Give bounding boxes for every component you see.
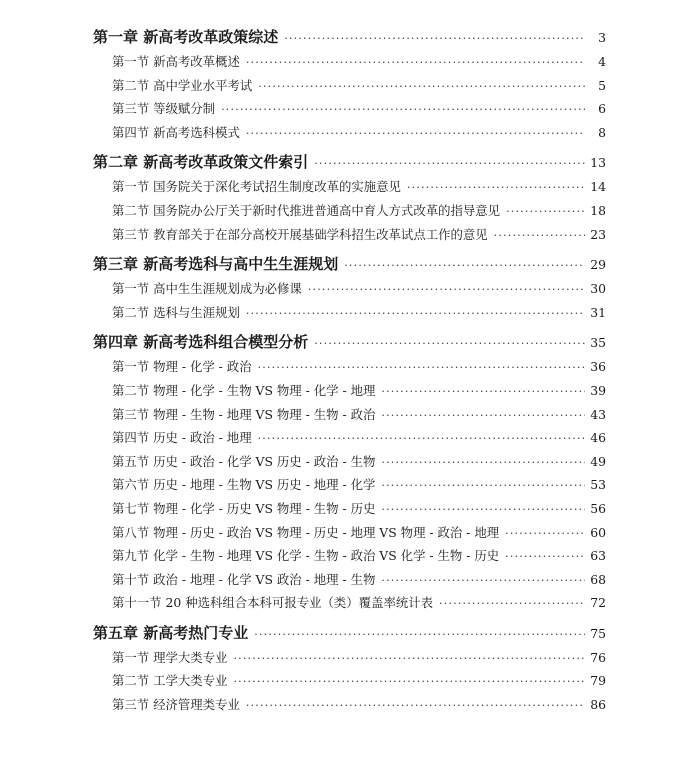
section-title: 第九节 化学 - 生物 - 地理 VS 化学 - 生物 - 政治 VS 化学 - 生物 - 历史 <box>112 548 500 564</box>
toc-section[interactable] <box>93 568 606 592</box>
section-page-number: 79 <box>590 673 606 689</box>
section-title: 第一节 国务院关于深化考试招生制度改革的实施意见 <box>112 179 401 195</box>
dot-leader <box>258 356 585 380</box>
section-title: 第一节 物理 - 化学 - 政治 <box>112 359 252 375</box>
chapter-title: 第一章 新高考改革政策综述 <box>93 28 279 46</box>
dot-leader <box>439 592 585 616</box>
toc-section[interactable] <box>93 646 606 670</box>
section-title: 第二节 物理 - 化学 - 生物 VS 物理 - 化学 - 地理 <box>112 382 376 398</box>
section-title: 第一节 高中生生涯规划成为必修课 <box>112 281 302 297</box>
dot-leader <box>314 331 585 357</box>
dot-leader <box>407 176 585 200</box>
dot-leader <box>381 380 585 404</box>
dot-leader <box>505 545 585 569</box>
toc-section[interactable] <box>93 223 606 247</box>
section-title: 第一节 新高考改革概述 <box>112 54 240 69</box>
dot-leader <box>381 404 585 428</box>
toc-section[interactable] <box>93 175 606 199</box>
toc-section[interactable] <box>93 693 606 717</box>
section-title: 第三节 等级赋分制 <box>112 101 216 117</box>
section-page-number: 60 <box>590 524 606 540</box>
toc-section[interactable] <box>93 355 606 379</box>
chapter-title: 第二章 新高考改革政策文件索引 <box>93 153 309 172</box>
toc-section[interactable] <box>93 591 606 615</box>
section-title: 第三节 物理 - 生物 - 地理 VS 物理 - 生物 - 政治 <box>112 406 376 422</box>
section-page-number: 86 <box>590 697 606 713</box>
dot-leader <box>506 200 585 224</box>
toc-section[interactable] <box>93 121 606 145</box>
section-title: 第二节 国务院办公厅关于新时代推进普通高中育人方式改革的指导意见 <box>112 202 501 218</box>
chapter-title: 第五章 新高考热门专业 <box>93 623 249 642</box>
dot-leader <box>381 474 585 498</box>
section-page-number: 43 <box>590 406 606 422</box>
section-title: 第三节 教育部关于在部分高校开展基础学科招生改革试点工作的意见 <box>112 226 488 242</box>
table-of-contents <box>93 24 606 717</box>
section-page-number: 72 <box>590 595 606 611</box>
dot-leader <box>246 51 585 75</box>
dot-leader <box>308 278 585 302</box>
section-title: 第四节 新高考选科模式 <box>112 124 240 140</box>
chapter-page-number: 3 <box>598 30 606 45</box>
toc-section[interactable] <box>93 199 606 223</box>
section-page-number: 6 <box>598 101 606 117</box>
section-page-number: 5 <box>598 77 606 93</box>
section-title: 第八节 物理 - 历史 - 政治 VS 物理 - 历史 - 地理 VS 物理 - 政治 - 地理 <box>112 524 500 540</box>
dot-leader <box>494 224 585 248</box>
section-page-number: 76 <box>590 649 606 665</box>
dot-leader <box>246 694 585 718</box>
toc-chapter-5[interactable] <box>93 620 606 646</box>
dot-leader <box>233 670 585 694</box>
section-page-number: 23 <box>590 226 606 242</box>
toc-section[interactable] <box>93 544 606 568</box>
chapter-title: 第三章 新高考选科与高中生生涯规划 <box>93 255 339 274</box>
chapter-page-number: 35 <box>590 335 606 351</box>
toc-chapter-4[interactable] <box>93 329 606 355</box>
toc-section[interactable] <box>93 301 606 325</box>
toc-section[interactable] <box>93 403 606 427</box>
section-page-number: 39 <box>590 382 606 398</box>
chapter-page-number: 13 <box>590 155 606 171</box>
section-title: 第十节 政治 - 地理 - 化学 VS 政治 - 地理 - 生物 <box>112 571 376 587</box>
section-page-number: 68 <box>590 571 606 587</box>
toc-section[interactable] <box>93 521 606 545</box>
dot-leader <box>246 302 585 326</box>
section-title: 第四节 历史 - 政治 - 地理 <box>112 430 252 446</box>
toc-section[interactable] <box>93 277 606 301</box>
dot-leader <box>254 622 585 648</box>
toc-section[interactable] <box>93 74 606 98</box>
toc-chapter-3[interactable] <box>93 251 606 277</box>
toc-section[interactable] <box>93 50 606 74</box>
dot-leader <box>246 122 585 146</box>
section-page-number: 56 <box>590 500 606 516</box>
section-page-number: 14 <box>590 179 606 195</box>
dot-leader <box>381 569 585 593</box>
toc-section[interactable] <box>93 379 606 403</box>
dot-leader <box>221 98 585 122</box>
dot-leader <box>258 427 585 451</box>
section-title: 第六节 历史 - 地理 - 生物 VS 历史 - 地理 - 化学 <box>112 477 376 493</box>
dot-leader <box>233 647 585 671</box>
section-title: 第七节 物理 - 化学 - 历史 VS 物理 - 生物 - 历史 <box>112 500 376 516</box>
toc-section[interactable] <box>93 426 606 450</box>
section-title: 第一节 理学大类专业 <box>112 649 228 665</box>
section-title: 第二节 高中学业水平考试 <box>112 77 253 93</box>
section-page-number: 36 <box>590 359 606 375</box>
toc-chapter-2[interactable] <box>93 149 606 175</box>
toc-section[interactable] <box>93 669 606 693</box>
dot-leader <box>314 151 585 177</box>
section-title: 第十一节 20 种选科组合本科可报专业（类）覆盖率统计表 <box>112 595 434 611</box>
dot-leader <box>284 26 585 52</box>
section-title: 第五节 历史 - 政治 - 化学 VS 历史 - 政治 - 生物 <box>112 453 376 469</box>
toc-chapter-1[interactable] <box>93 24 606 50</box>
section-title: 第二节 选科与生涯规划 <box>112 304 240 320</box>
section-page-number: 49 <box>590 453 606 469</box>
section-page-number: 8 <box>598 124 606 140</box>
dot-leader <box>344 253 585 279</box>
chapter-page-number: 29 <box>590 257 606 273</box>
section-title: 第三节 经济管理类专业 <box>112 697 240 713</box>
section-page-number: 46 <box>590 430 606 446</box>
dot-leader <box>381 498 585 522</box>
dot-leader <box>258 75 585 99</box>
dot-leader <box>381 451 585 475</box>
chapter-page-number: 75 <box>590 625 606 641</box>
section-page-number: 53 <box>590 477 606 493</box>
toc-section[interactable] <box>93 450 606 474</box>
toc-section[interactable] <box>93 497 606 521</box>
dot-leader <box>505 522 585 546</box>
section-page-number: 63 <box>590 548 606 564</box>
section-page-number: 4 <box>598 54 606 69</box>
toc-section[interactable] <box>93 97 606 121</box>
section-page-number: 18 <box>590 202 606 218</box>
section-page-number: 30 <box>590 281 606 297</box>
section-page-number: 31 <box>590 304 606 320</box>
toc-section[interactable] <box>93 473 606 497</box>
section-title: 第二节 工学大类专业 <box>112 673 228 689</box>
chapter-title: 第四章 新高考选科组合模型分析 <box>93 333 309 352</box>
